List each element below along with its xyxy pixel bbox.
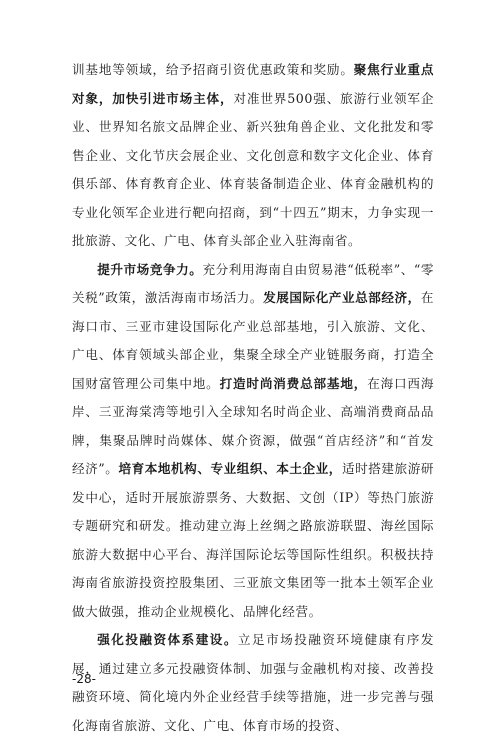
page-number: -28-: [72, 672, 96, 686]
text-run: 训基地等领域，给予招商引资优惠政策和奖励。: [72, 62, 354, 77]
bold-heading-run: 聚焦行业重点对象，加快引进市场主体，: [72, 62, 434, 106]
paragraph-1: [72, 56, 434, 256]
text-run: 适时搭建旅游研发中心，适时开展旅游票务、大数据、文创（IP）等热门旅游专题研究和研发。推动建立海上丝绸之路旅游联盟、海丝国际旅游大数据中心平台、海洋国际论坛等国际性组织。积极扶持海南省旅游投资控股集团、三亚旅文集团等一批本土领军企业做大做强，推动企业规模化、品牌化经营。: [72, 461, 434, 619]
bold-heading-run: 强化投融资体系建设。: [97, 632, 238, 647]
text-run: 充分利用海南自由贸易港“低税率”、“零关税”政策，激活海南市场活力。: [72, 261, 435, 305]
bold-heading-run: 培育本地机构、专业组织、本土企业，: [118, 461, 342, 476]
bold-heading-run: 提升市场竞争力。: [97, 261, 203, 277]
text-run: 在海口市、三亚市建设国际化产业总部基地，引入旅游、文化、广电、体育领域头部企业，集聚全球全产业链服务商，打造全国财富管理公司集中地。: [72, 290, 434, 391]
paragraph-2: [72, 256, 434, 627]
text-run: 立足市场投融资环境健康有序发展，通过建立多元投融资体制、加强与金融机构对接、改善投融资环境、简化境内外企业经营手续等措施，进一步完善与强化海南省旅游、文化、广电、体育市场的投资、: [72, 632, 435, 733]
bold-heading-run: 打造时尚消费总部基地，: [219, 375, 368, 391]
bold-heading-run: 发展国际化产业总部经济，: [263, 290, 421, 305]
text-run: 在海口西海岸、三亚海棠湾等地引入全球知名时尚企业、高端消费商品品牌，集聚品牌时尚媒体、媒介资源，做强“首店经济”和“首发经济”。: [72, 375, 434, 476]
text-run: 对准世界500强、旅游行业领军企业、世界知名旅文品牌企业、新兴独角兽企业、文化批发和零售企业、文化节庆会展企业、文化创意和数字文化企业、体育俱乐部、体育教育企业、体育装备制造企业、体育金融机构的专业化领军企业进行靶向招商，到“十四五”期末，力争实现一批旅游、文化、广电、体育头部企业入驻海南省。: [72, 90, 434, 248]
paragraph-3: [72, 626, 434, 740]
document-body: [72, 56, 434, 740]
